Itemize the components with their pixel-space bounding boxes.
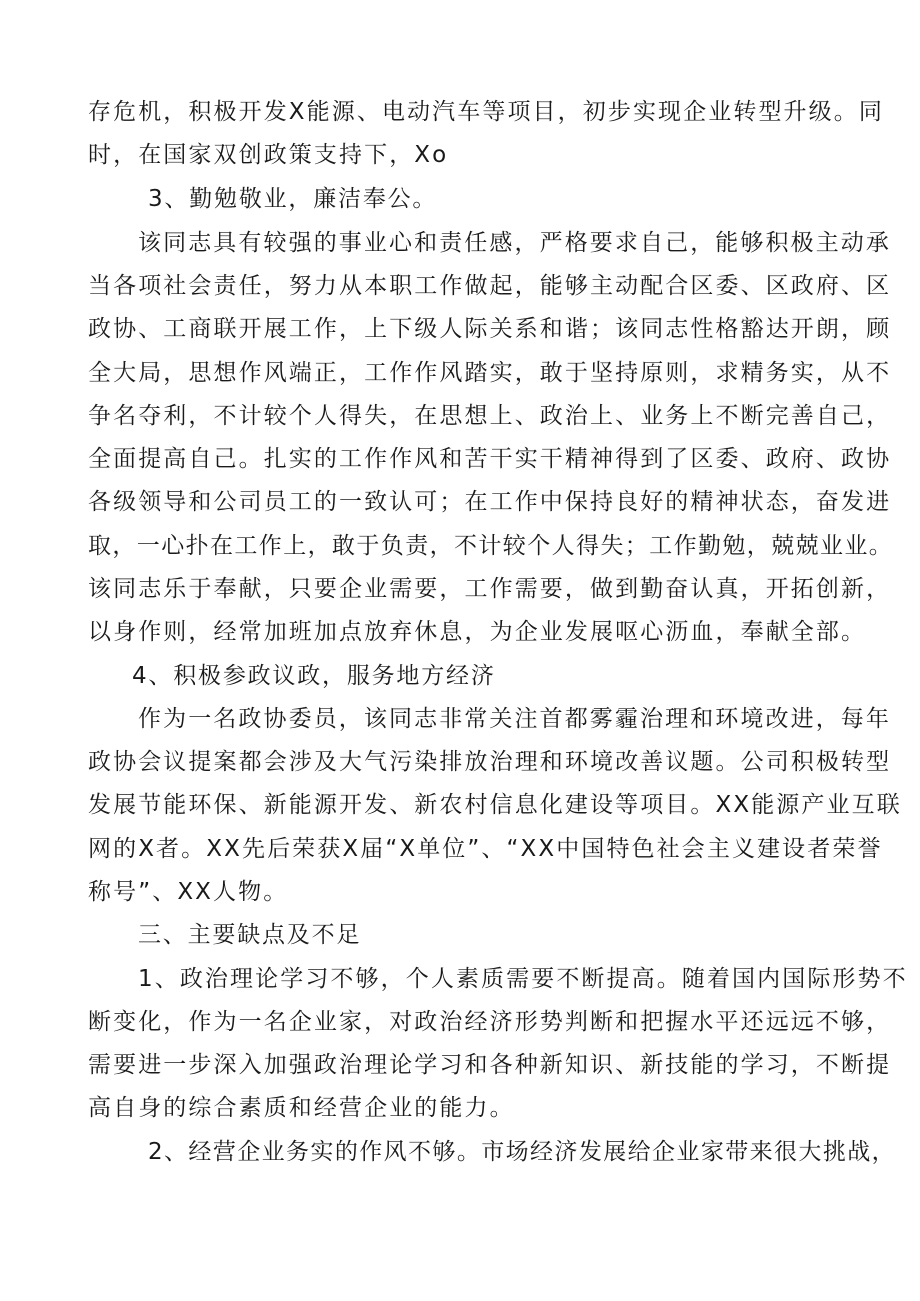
text-line: 高自身的综合素质和经营企业的能力。 (88, 1095, 515, 1121)
text-line: 以身作则，经常加班加点放弃休息，为企业发展呕心沥血，奉献全部。 (88, 619, 867, 645)
section-heading: 4、积极参政议政，服务地方经济 (132, 663, 496, 689)
text-line: 政协会议提案都会涉及大气污染排放治理和环境改善议题。公司积极转型 (88, 749, 892, 775)
text-line: 作为一名政协委员，该同志非常关注首都雾霾治理和环境改进，每年 (138, 706, 891, 732)
text-line: 发展节能环保、新能源开发、新农村信息化建设等项目。XX能源产业互联 (88, 792, 902, 818)
text-line: 时，在国家双创政策支持下，Xo (88, 142, 449, 168)
text-line: 需要进一步深入加强政治理论学习和各种新知识、新技能的学习，不断提 (88, 1052, 892, 1078)
text-line: 2、经营企业务实的作风不够。市场经济发展给企业家带来很大挑战， (148, 1139, 897, 1165)
text-line: 争名夺利，不计较个人得失，在思想上、政治上、业务上不断完善自己， (88, 403, 892, 429)
text-line: 1、政治理论学习不够，个人素质需要不断提高。随着国内国际形势不 (138, 966, 908, 992)
text-line: 断变化，作为一名企业家，对政治经济形势判断和把握水平还远远不够， (88, 1009, 892, 1035)
text-line: 当各项社会责任，努力从本职工作做起，能够主动配合区委、区政府、区 (88, 273, 892, 299)
text-line: 称号”、XX人物。 (88, 879, 289, 905)
section-heading: 三、主要缺点及不足 (138, 922, 362, 948)
section-heading: 3、勤勉敬业，廉洁奉公。 (148, 186, 438, 212)
text-line: 全大局，思想作风端正，工作作风踏实，敢于坚持原则，求精务实，从不 (88, 360, 892, 386)
text-line: 取，一心扑在工作上，敢于负责，不计较个人得失；工作勤勉，兢兢业业。 (88, 533, 894, 559)
text-line: 存危机，积极开发X能源、电动汽车等项目，初步实现企业转型升级。同 (88, 99, 884, 125)
text-line: 该同志具有较强的事业心和责任感，严格要求自己，能够积极主动承 (138, 230, 891, 256)
text-line: 全面提高自己。扎实的工作作风和苦干实干精神得到了区委、政府、政协 (88, 446, 892, 472)
text-line: 政协、工商联开展工作，上下级人际关系和谐；该同志性格豁达开朗，顾 (88, 316, 892, 342)
text-line: 各级领导和公司员工的一致认可；在工作中保持良好的精神状态，奋发进 (88, 489, 892, 515)
text-line: 网的X者。XX先后荣获X届“X单位”、“XX中国特色社会主义建设者荣誉 (88, 836, 883, 862)
text-line: 该同志乐于奉献，只要企业需要，工作需要，做到勤奋认真，开拓创新， (88, 576, 892, 602)
